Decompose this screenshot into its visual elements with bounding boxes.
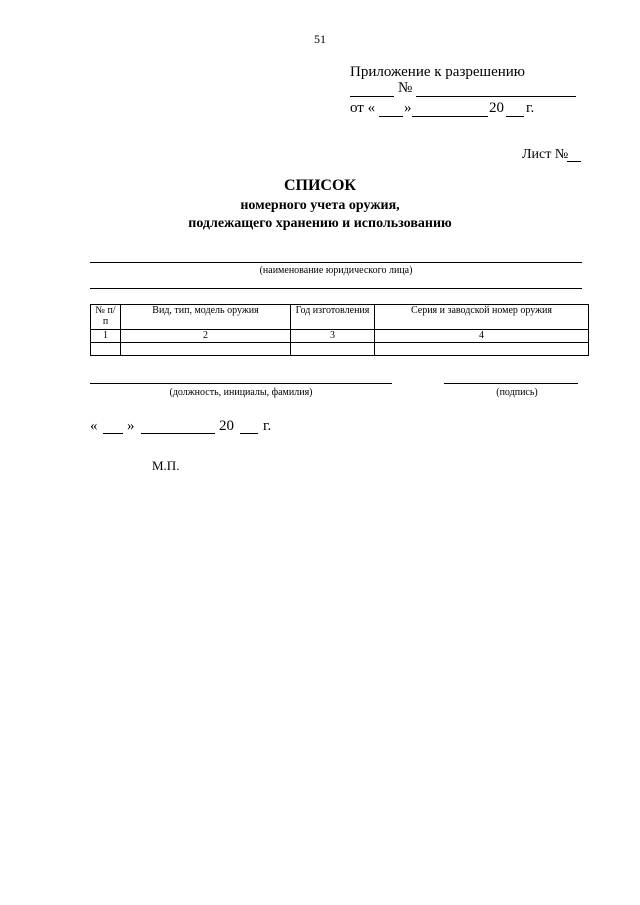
document-title: СПИСОК bbox=[283, 177, 357, 194]
weapons-table bbox=[90, 304, 589, 356]
footer-open-quote: « bbox=[90, 418, 98, 434]
position-caption: (должность, инициалы, фамилия) bbox=[169, 387, 313, 398]
col-header-serial bbox=[375, 305, 589, 330]
col-header-year-text: Год изготовления bbox=[295, 305, 370, 316]
col-number-1: 1 bbox=[91, 330, 121, 343]
col-number-3: 3 bbox=[291, 330, 375, 343]
document-subtitle-line1: номерного учета оружия, bbox=[240, 198, 400, 213]
footer-year-suffix: г. bbox=[263, 418, 272, 434]
col-number-2: 2 bbox=[121, 330, 291, 343]
stamp-label: М.П. bbox=[152, 458, 180, 473]
page-number: 51 bbox=[314, 32, 326, 46]
year-blank bbox=[506, 116, 524, 117]
col-header-number-text: № п/п bbox=[95, 305, 116, 327]
col-header-serial-text: Серия и заводской номер оружия bbox=[410, 305, 553, 316]
document-subtitle-line2: подлежащего хранению и использованию bbox=[188, 216, 452, 231]
position-line bbox=[90, 383, 392, 384]
table-number-row bbox=[91, 330, 589, 343]
date-mid: » bbox=[404, 100, 412, 116]
permit-number-label: № bbox=[398, 80, 413, 96]
footer-year-prefix: 20 bbox=[219, 418, 234, 434]
blank-cell bbox=[91, 343, 121, 356]
table-blank-row bbox=[91, 343, 589, 356]
footer-month-blank bbox=[141, 433, 215, 434]
blank-cell bbox=[291, 343, 375, 356]
signature-caption: (подпись) bbox=[496, 387, 538, 398]
table-header-row bbox=[91, 305, 589, 330]
col-header-type-text: Вид, тип, модель оружия bbox=[152, 305, 259, 316]
day-blank bbox=[379, 116, 403, 117]
date-prefix: от « bbox=[350, 100, 376, 116]
org-name-caption: (наименование юридического лица) bbox=[259, 265, 413, 276]
signature-line bbox=[444, 383, 578, 384]
appendix-title: Приложение к разрешению bbox=[350, 64, 526, 80]
col-header-type bbox=[121, 305, 291, 330]
permit-blank-short bbox=[350, 96, 394, 97]
blank-cell bbox=[121, 343, 291, 356]
org-name-line bbox=[90, 262, 582, 263]
permit-number-blank bbox=[416, 96, 576, 97]
footer-year-blank bbox=[240, 433, 258, 434]
col-header-number bbox=[91, 305, 121, 330]
sheet-number-blank bbox=[567, 161, 581, 162]
col-header-year bbox=[291, 305, 375, 330]
col-number-4: 4 bbox=[375, 330, 589, 343]
blank-cell bbox=[375, 343, 589, 356]
footer-day-blank bbox=[103, 433, 123, 434]
org-name-line-2 bbox=[90, 288, 582, 289]
year-prefix: 20 bbox=[489, 100, 504, 116]
footer-close-quote: » bbox=[127, 418, 135, 434]
year-suffix: г. bbox=[526, 100, 535, 116]
sheet-label: Лист № bbox=[522, 147, 569, 162]
month-blank bbox=[412, 116, 488, 117]
